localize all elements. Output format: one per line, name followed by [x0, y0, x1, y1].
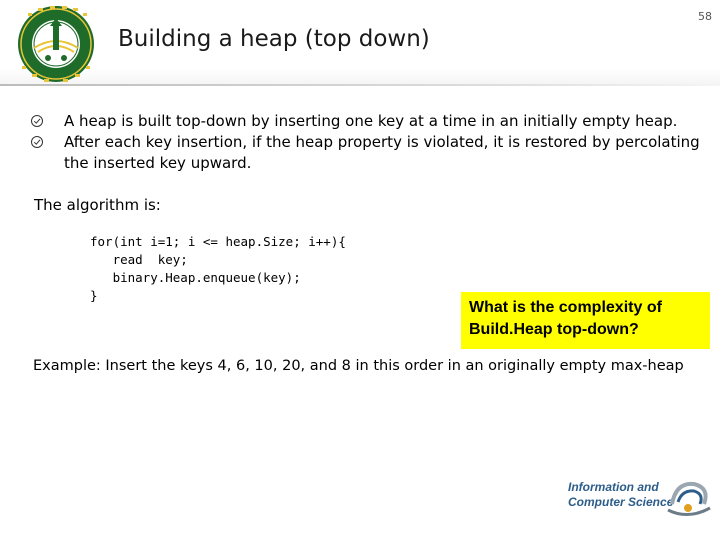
algorithm-intro: The algorithm is: — [34, 196, 161, 214]
footer-logo-line1: Information and — [568, 480, 659, 494]
ics-logo — [564, 474, 714, 534]
slide-number: 58 — [698, 10, 712, 23]
bullet-text: After each key insertion, if the heap property is violated, it is restored by percolating the inserted key upward. — [64, 133, 700, 172]
code-line: read key; — [90, 252, 188, 267]
bullet-circle-icon — [30, 135, 44, 149]
header-divider — [0, 84, 720, 86]
slide-title: Building a heap (top down) — [118, 26, 430, 52]
bullet-text: A heap is built top-down by inserting one key at a time in an initially empty heap. — [64, 112, 678, 130]
slide-header — [0, 0, 720, 86]
bullet-item — [30, 111, 710, 132]
code-line: binary.Heap.enqueue(key); — [90, 270, 301, 285]
bullet-list — [30, 111, 710, 174]
complexity-question-box: What is the complexity of Build.Heap top-down? — [461, 292, 710, 349]
university-seal-logo — [8, 4, 104, 84]
code-line: for(int i=1; i <= heap.Size; i++){ — [90, 234, 346, 249]
bullet-circle-icon — [30, 114, 44, 128]
example-text: Example: Insert the keys 4, 6, 10, 20, and 8 in this order in an originally empty max-heap — [33, 358, 684, 374]
code-block — [90, 233, 346, 305]
code-line: } — [90, 288, 98, 303]
bullet-item — [30, 132, 710, 174]
footer-logo-line2: Computer Science — [568, 495, 674, 509]
ics-emblem-icon — [668, 484, 710, 515]
